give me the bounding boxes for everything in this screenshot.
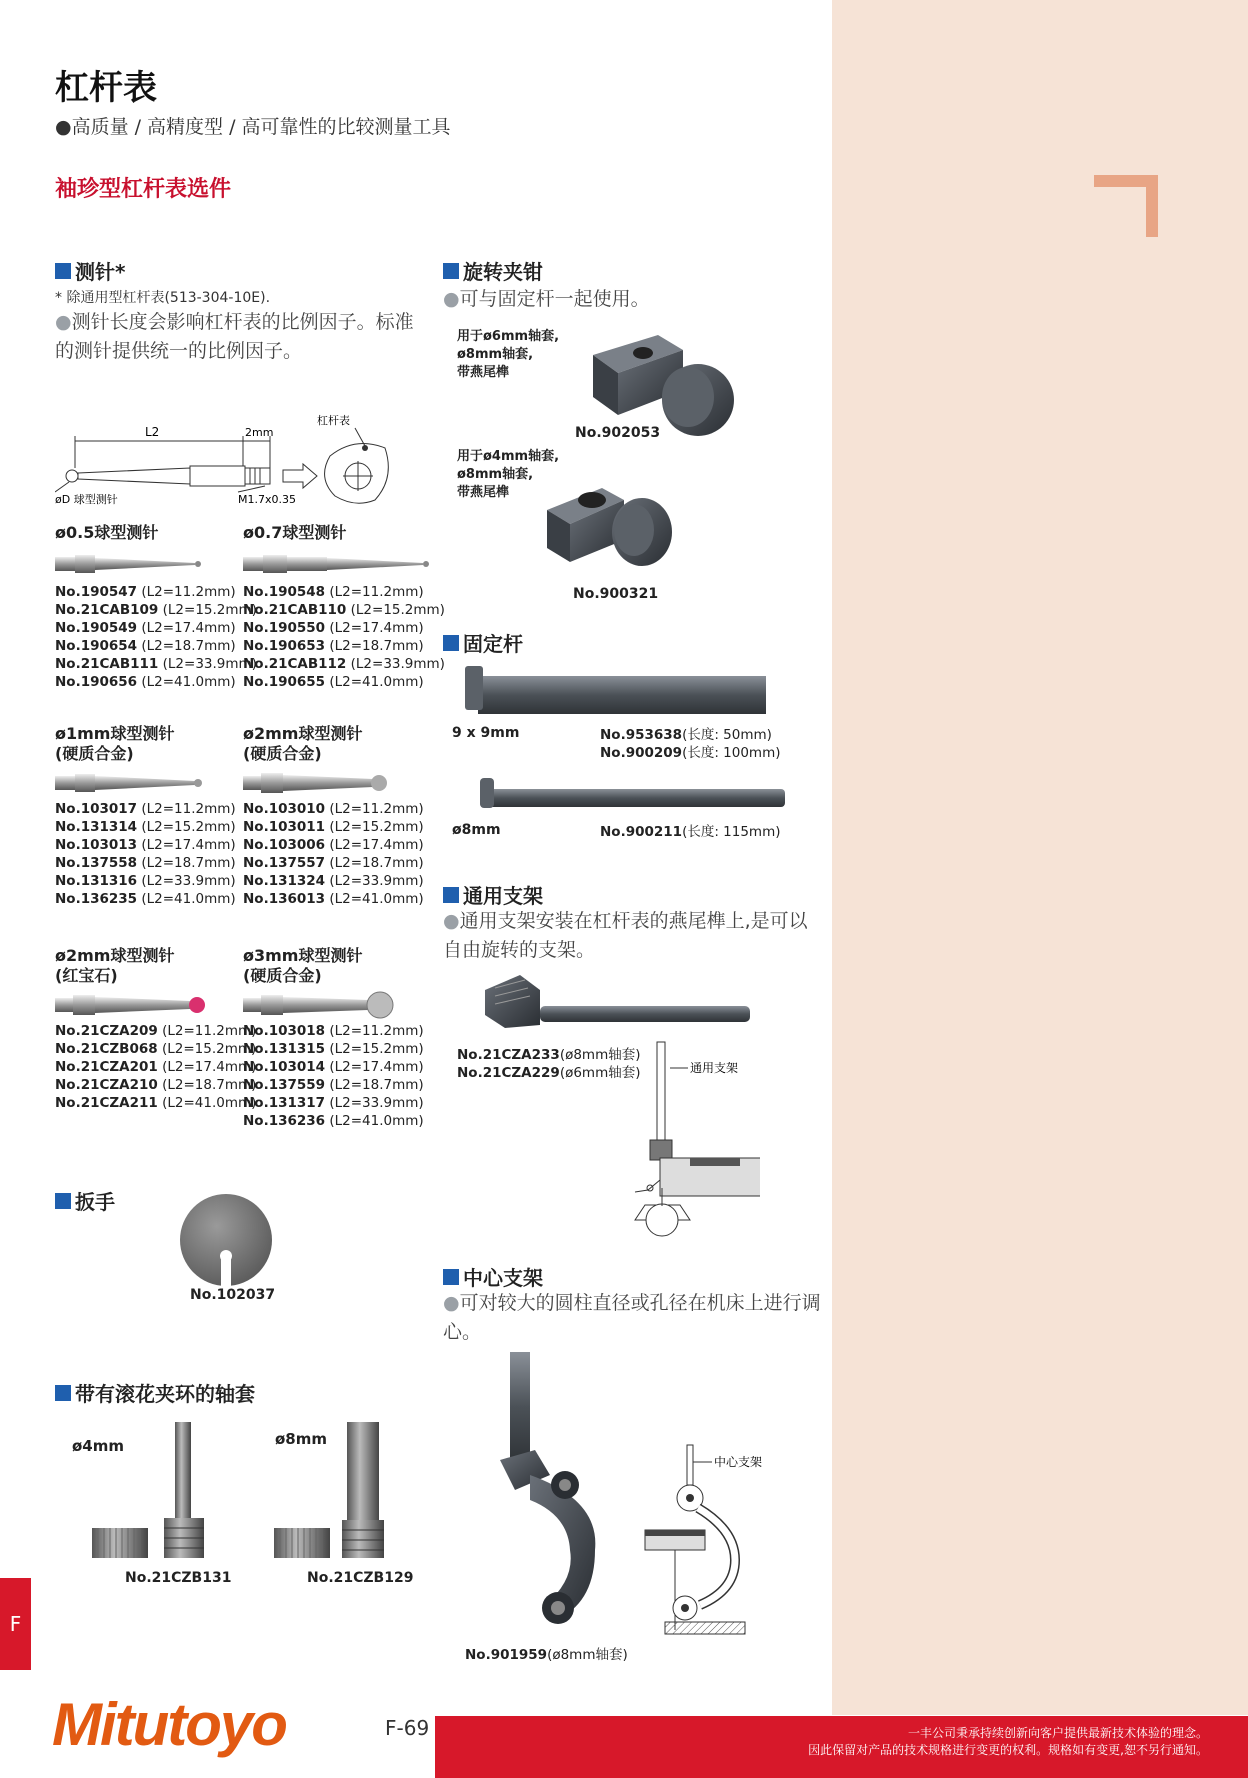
stylus-image	[55, 551, 205, 577]
universal-diagram-label: 通用支架	[690, 1061, 739, 1075]
stylus-item: No.131316 (L2=33.9mm)	[55, 873, 236, 889]
stylus-group-title: ø0.5球型测针	[55, 523, 159, 542]
swivel-bullet	[443, 285, 650, 314]
page-number: F-69	[385, 1716, 430, 1740]
swivel-a-part-number: No.902053	[575, 425, 661, 441]
stylus-group-0	[55, 523, 257, 691]
rod-round-image	[470, 774, 790, 814]
stylus-item: No.21CAB109 (L2=15.2mm)	[55, 602, 257, 618]
stylus-item: No.190547 (L2=11.2mm)	[55, 584, 236, 600]
stylus-item: No.190654 (L2=18.7mm)	[55, 638, 236, 654]
page-subtitle: ●高质量 / 高精度型 / 高可靠性的比较测量工具	[55, 116, 451, 138]
wrench-heading	[55, 1186, 115, 1215]
stylus-item: No.103010 (L2=11.2mm)	[243, 801, 424, 817]
sleeve-b-image	[272, 1420, 402, 1560]
wrench-heading-text: 扳手	[75, 1190, 115, 1214]
bullet-dot-icon: ●	[443, 288, 460, 310]
stylus-group-list	[55, 1022, 256, 1112]
swivel-b-description: 用于ø4mm轴套, ø8mm轴套, 带燕尾榫	[457, 449, 560, 500]
stylus-bullet	[55, 308, 430, 366]
right-sidebar-panel	[832, 0, 1248, 1715]
stylus-group-title: ø2mm球型测针	[55, 946, 175, 965]
square-bullet-icon	[55, 1385, 71, 1401]
sleeve-b-part-number: No.21CZB129	[307, 1570, 414, 1586]
stylus-item: No.21CAB112 (L2=33.9mm)	[243, 656, 445, 672]
stylus-group-subtitle: (硬质合金)	[55, 744, 134, 763]
stylus-group-3	[243, 724, 424, 908]
stylus-group-1	[243, 523, 445, 691]
wrench-part-number: No.102037	[190, 1287, 276, 1303]
stylus-item: No.137559 (L2=18.7mm)	[243, 1077, 424, 1093]
stylus-heading	[55, 256, 125, 285]
swivel-heading-text: 旋转夹钳	[463, 260, 543, 284]
sleeve-a-image	[90, 1420, 220, 1560]
stylus-item: No.21CAB111 (L2=33.9mm)	[55, 656, 257, 672]
stylus-group-list	[243, 1022, 424, 1130]
diagram-l2-label: L2	[145, 425, 160, 439]
diagram-2mm-label: 2mm	[245, 426, 274, 439]
disclaimer-line-2: 因此保留对产品的技术规格进行变更的权利。规格如有变更,恕不另行通知。	[808, 1743, 1208, 1757]
stylus-item: No.21CZA201 (L2=17.4mm)	[55, 1059, 257, 1075]
center-bullet-text: 可对较大的圆柱直径或孔径在机床上进行调心。	[443, 1292, 821, 1343]
stylus-item: No.137557 (L2=18.7mm)	[243, 855, 424, 871]
square-bullet-icon	[55, 1193, 71, 1209]
corner-mark	[1094, 175, 1158, 237]
sleeve-b-size: ø8mm	[275, 1430, 328, 1448]
page-title: 杠杆表	[55, 68, 157, 108]
sleeve-heading-text: 带有滚花夹环的轴套	[75, 1382, 255, 1406]
stylus-group-5	[243, 946, 424, 1130]
universal-heading-text: 通用支架	[463, 884, 543, 908]
stylus-item: No.103018 (L2=11.2mm)	[243, 1023, 424, 1039]
stylus-item: No.137558 (L2=18.7mm)	[55, 855, 236, 871]
swivel-b-part-number: No.900321	[573, 586, 659, 602]
stylus-image	[55, 992, 215, 1018]
disclaimer-line-1: 一丰公司秉承持续创新向客户提供最新技术体验的理念。	[907, 1726, 1208, 1740]
universal-item: No.21CZA229(ø6mm轴套)	[457, 1065, 641, 1081]
rod-b-size: ø8mm	[452, 822, 501, 838]
stylus-item: No.190655 (L2=41.0mm)	[243, 674, 424, 690]
rod-heading-text: 固定杆	[463, 632, 523, 656]
stylus-image	[243, 770, 393, 796]
swivel-clamp-b-image	[542, 470, 682, 580]
center-part-length: (ø8mm轴套)	[547, 1647, 628, 1663]
center-diagram-label: 中心支架	[714, 1455, 763, 1469]
stylus-item: No.21CZA209 (L2=11.2mm)	[55, 1023, 257, 1039]
diagram-gauge-label: 杠杆表	[317, 414, 350, 427]
square-bullet-icon	[443, 263, 459, 279]
stylus-diagram	[55, 408, 400, 510]
stylus-image	[243, 990, 403, 1020]
center-part-number: No.901959	[465, 1647, 548, 1663]
center-bullet	[443, 1289, 823, 1347]
stylus-group-list	[55, 800, 236, 908]
universal-item: No.21CZA233(ø8mm轴套)	[457, 1047, 641, 1063]
stylus-item: No.136235 (L2=41.0mm)	[55, 891, 236, 907]
rod-item: No.900211(长度: 115mm)	[600, 824, 781, 840]
stylus-item: No.190653 (L2=18.7mm)	[243, 638, 424, 654]
stylus-heading-text: 测针*	[75, 260, 126, 284]
sleeve-a-part-number: No.21CZB131	[125, 1570, 232, 1586]
stylus-group-2	[55, 724, 236, 908]
stylus-item: No.21CAB110 (L2=15.2mm)	[243, 602, 445, 618]
stylus-group-list	[243, 583, 445, 691]
universal-bullet	[443, 907, 823, 965]
stylus-group-subtitle: (硬质合金)	[243, 744, 322, 763]
stylus-image	[55, 770, 205, 796]
rod-item: No.900209(长度: 100mm)	[600, 745, 781, 761]
stylus-image	[243, 551, 433, 577]
bullet-dot-icon: ●	[55, 311, 72, 333]
stylus-group-title: ø3mm球型测针	[243, 946, 363, 965]
stylus-item: No.21CZB068 (L2=15.2mm)	[55, 1041, 257, 1057]
stylus-group-list	[55, 583, 257, 691]
universal-bullet-text: 通用支架安装在杠杆表的燕尾榫上,是可以自由旋转的支架。	[443, 910, 808, 961]
stylus-item: No.131324 (L2=33.9mm)	[243, 873, 424, 889]
center-support-image	[490, 1350, 610, 1630]
stylus-item: No.103013 (L2=17.4mm)	[55, 837, 236, 853]
stylus-item: No.21CZA210 (L2=18.7mm)	[55, 1077, 257, 1093]
stylus-item: No.131314 (L2=15.2mm)	[55, 819, 236, 835]
center-heading	[443, 1262, 543, 1291]
diagram-thread-label: M1.7x0.35	[238, 493, 296, 506]
stylus-group-title: ø1mm球型测针	[55, 724, 175, 743]
bullet-dot-icon: ●	[443, 1292, 460, 1314]
brand-logo: Mitutoyo	[52, 1691, 286, 1758]
stylus-item: No.190550 (L2=17.4mm)	[243, 620, 424, 636]
stylus-group-subtitle: (硬质合金)	[243, 966, 322, 985]
rod-b-list	[600, 823, 781, 841]
stylus-group-4	[55, 946, 256, 1112]
swivel-bullet-text: 可与固定杆一起使用。	[459, 288, 650, 310]
square-bullet-icon	[55, 263, 71, 279]
stylus-item: No.190656 (L2=41.0mm)	[55, 674, 236, 690]
universal-list	[457, 1046, 641, 1082]
stylus-group-title: ø2mm球型测针	[243, 724, 363, 743]
rod-square-image	[460, 660, 770, 720]
swivel-a-description: 用于ø6mm轴套, ø8mm轴套, 带燕尾榫	[457, 329, 560, 380]
center-heading-text: 中心支架	[463, 1266, 543, 1290]
center-usage-diagram	[640, 1440, 790, 1640]
footer-disclaimer	[508, 1725, 1208, 1759]
sleeve-heading	[55, 1378, 255, 1407]
sleeve-a-size: ø4mm	[72, 1437, 125, 1455]
stylus-group-list	[243, 800, 424, 908]
stylus-item: No.103014 (L2=17.4mm)	[243, 1059, 424, 1075]
stylus-group-subtitle: (红宝石)	[55, 966, 118, 985]
stylus-item: No.136013 (L2=41.0mm)	[243, 891, 424, 907]
swivel-heading	[443, 256, 543, 285]
stylus-item: No.103011 (L2=15.2mm)	[243, 819, 424, 835]
stylus-item: No.136236 (L2=41.0mm)	[243, 1113, 424, 1129]
bullet-dot-icon: ●	[443, 910, 460, 932]
rod-heading	[443, 628, 523, 657]
stylus-item: No.190548 (L2=11.2mm)	[243, 584, 424, 600]
universal-heading	[443, 880, 543, 909]
stylus-item: No.103017 (L2=11.2mm)	[55, 801, 236, 817]
square-bullet-icon	[443, 1269, 459, 1285]
rod-item: No.953638(长度: 50mm)	[600, 727, 772, 743]
square-bullet-icon	[443, 635, 459, 651]
stylus-footnote: * 除通用型杠杆表(513-304-10E).	[55, 290, 271, 306]
rod-a-list	[600, 726, 781, 762]
stylus-bullet-text: 测针长度会影响杠杆表的比例因子。标准的测针提供统一的比例因子。	[55, 311, 414, 362]
center-part	[465, 1646, 628, 1664]
stylus-item: No.131315 (L2=15.2mm)	[243, 1041, 424, 1057]
stylus-item: No.21CZA211 (L2=41.0mm)	[55, 1095, 257, 1111]
rod-a-size: 9 x 9mm	[452, 725, 520, 741]
stylus-item: No.190549 (L2=17.4mm)	[55, 620, 236, 636]
section-tab-f: F	[0, 1578, 31, 1670]
stylus-item: No.131317 (L2=33.9mm)	[243, 1095, 424, 1111]
stylus-group-title: ø0.7球型测针	[243, 523, 347, 542]
wrench-image	[178, 1192, 274, 1288]
diagram-ball-label: øD 球型测针	[55, 493, 118, 506]
section-title-red: 袖珍型杠杆表选件	[55, 177, 232, 202]
square-bullet-icon	[443, 887, 459, 903]
universal-holder-image	[480, 970, 760, 1030]
universal-usage-diagram	[630, 1040, 760, 1240]
stylus-item: No.103006 (L2=17.4mm)	[243, 837, 424, 853]
